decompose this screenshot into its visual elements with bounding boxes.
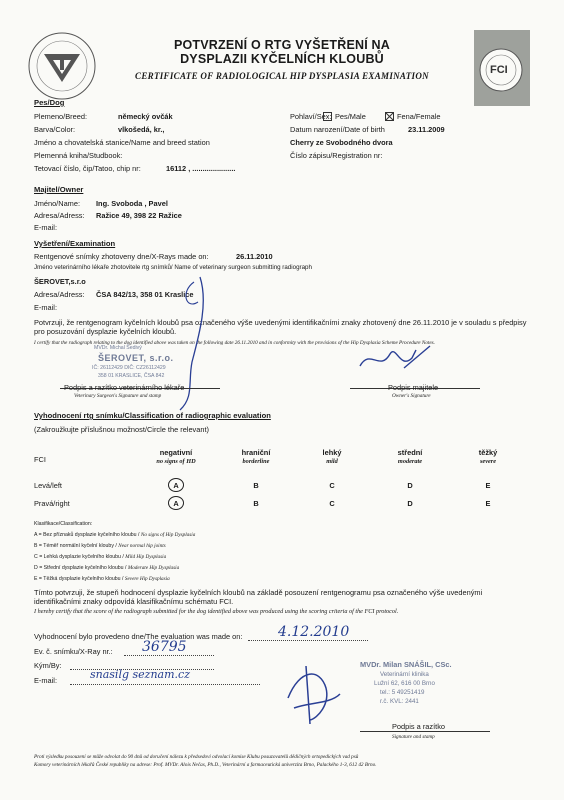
evaluator-signature-line	[360, 731, 490, 732]
owner-address-label: Adresa/Adress:	[34, 211, 85, 220]
dog-name-label: Jméno a chovatelská stanice/Name and breed station	[34, 138, 210, 147]
col-negative-cz: negativní	[159, 448, 193, 457]
exam-certification-en: I certify that the radiograph relating to the dog identified above was taken on the following date 26.11.2010 and in conformity with the provisions of the Hip Dysplasia Scheme Procedure Notes.	[34, 340, 435, 346]
xray-date-label: Rentgenové snímky zhotoveny dne/X-Rays made on:	[34, 252, 209, 261]
fci-logo	[474, 30, 530, 106]
col-moderate-en: moderate	[397, 458, 423, 465]
legend-item-en: Moderate Hip Dysplasia	[127, 565, 180, 571]
title-line-2: DYSPLAZII KYČELNÍCH KLOUBŮ	[180, 52, 384, 66]
owner-sign-label-en: Owner's Signature	[392, 393, 431, 399]
evaluator-stamp-phone: tel.: 5 49251419	[380, 689, 425, 696]
evaluator-stamp-clinic: Veterinární klinika	[380, 671, 429, 678]
legend-item	[34, 565, 179, 572]
evaluation-section-text: Vyhodnocení rtg snímku/Classification of radiographic evaluation	[34, 411, 271, 420]
evaluation-email-value: snasilg seznam.cz	[90, 668, 190, 681]
evaluator-stamp	[360, 660, 490, 716]
exam-certification-cz: Potvrzuji, že rentgenogram kyčelních kloubů psa označeného výše uvedenými identifikačními znaky zhotovený dne 26.11.2010 je v souladu s předpisy pro posuzování dysplazie kyčelních kloubů.	[34, 318, 527, 336]
evaluator-sign-label: Podpis a razítko	[392, 722, 445, 731]
footer-line-2: Komory veterinárních lékařů České republiky na adrese: Prof. MVDr. Alois Nečas, Ph.D., Veterinární a farmaceutická univerzita Brno, Palackého 1-3, 612 42 Brno.	[34, 762, 377, 768]
left-grade-c: C	[329, 481, 335, 490]
owner-signature	[350, 340, 450, 380]
club-logo	[22, 30, 102, 102]
legend-item-cz: B = Téměř normální kyčelní klouby /	[34, 543, 117, 549]
vet-stamp-line-4: 358 01 KRASLICE, ČSA 842	[98, 373, 165, 379]
legend-item-cz: E = Těžká dysplazie kyčelního kloubu /	[34, 576, 124, 582]
title-line-1: POTVRZENÍ O RTG VYŠETŘENÍ NA	[173, 38, 391, 52]
col-negative-en: no signs of HD	[156, 458, 196, 465]
right-grade-d: D	[407, 499, 413, 508]
vet-address-value: ČSA 842/13, 358 01 Kraslice	[96, 290, 194, 299]
color-label: Barva/Color:	[34, 125, 76, 134]
regno-label: Číslo zápisu/Registration nr:	[290, 151, 383, 160]
vet-address-label: Adresa/Adress:	[34, 290, 85, 299]
col-mild-en: mild	[326, 458, 338, 465]
vet-sign-label-en: Veterinary Surgeon's Signature and stamp	[74, 393, 162, 399]
col-severe-en: severe	[479, 458, 497, 465]
row-left-label: Levá/left	[34, 481, 62, 490]
breed-value: německý ovčák	[118, 112, 173, 121]
vet-name-label: Jméno veterinárního lékaře zhotovitele rtg snímků/ Name of veterinary surgeon submitting radiograph	[34, 264, 312, 271]
subtitle: CERTIFICATE OF RADIOLOGICAL HIP DYSPLASIA EXAMINATION	[135, 71, 429, 81]
evaluation-instruction: (Zakroužkujte příslušnou možnost/Circle the relevant)	[34, 425, 209, 434]
vet-stamp-line-3: IČ: 26112429 DIČ: CZ26112429	[92, 365, 166, 371]
col-borderline-en: borderline	[242, 458, 270, 465]
legend-item	[34, 543, 166, 550]
evaluation-email-label: E-mail:	[34, 676, 57, 685]
owner-sign-label: Podpis majitele	[388, 383, 439, 392]
legend-item	[34, 532, 195, 539]
sex-label: Pohlaví/Sex:	[290, 112, 332, 121]
exam-section-title: Vyšetření/Examination	[34, 239, 116, 248]
evaluator-stamp-ic: r.č. KVL: 2441	[380, 698, 419, 705]
evaluation-date-label: Vyhodnocení bylo provedeno dne/The evaluation was made on:	[34, 632, 243, 641]
owner-address-value: Ražice 49, 398 22 Ražice	[96, 211, 182, 220]
footer-line-1: Proti výsledku posouzení se může odvolat do 90 dnů od doručení nálezu k předsedovi odvolací komise Klubu posuzovatelů dědičných ortopedických vad psů	[34, 754, 359, 760]
right-grade-a: A	[173, 499, 179, 508]
evaluator-signature	[280, 658, 350, 728]
female-checkbox	[385, 112, 394, 121]
evaluation-date-value: 4.12.2010	[278, 624, 350, 640]
studbook-label: Plemenná kniha/Studbook:	[34, 151, 123, 160]
owner-name-value: Ing. Svoboda , Pavel	[96, 199, 168, 208]
xray-nr-label: Ev. č. snímku/X-Ray nr.:	[34, 647, 113, 656]
legend-item	[34, 576, 170, 583]
evaluation-certification-cz: Tímto potvrzuji, že stupeň hodnocení dysplazie kyčelních kloubů na základě posouzení rentgenogramu psa označeného výše uvedenými identifikačními znaky odpovídá klasifikačnímu schématu FCI.	[34, 588, 483, 606]
dog-section-title: Pes/Dog	[34, 98, 65, 107]
tattoo-value: 16112 , .....................	[166, 164, 236, 173]
male-checkbox	[323, 112, 332, 121]
left-grade-a: A	[173, 481, 179, 490]
legend-title: Klasifikace/Classification:	[34, 521, 93, 527]
legend-item-cz: C = Lehká dysplazie kyčelního kloubu /	[34, 554, 124, 560]
vet-stamp-line-1: MVDr. Michal Šedivý	[94, 345, 142, 351]
xray-nr-value: 36795	[142, 639, 187, 655]
left-grade-e: E	[485, 481, 491, 490]
legend-item-en: Near normal hip joints	[118, 543, 166, 549]
left-grade-d: D	[407, 481, 413, 490]
col-severe-cz: těžký	[478, 448, 498, 457]
evaluator-stamp-address: Lužní 62, 616 00 Brno	[374, 680, 435, 687]
right-grade-e: E	[485, 499, 491, 508]
fci-logo-text: FCI	[490, 64, 508, 76]
dog-name-value: Cherry ze Svobodného dvora	[290, 138, 393, 147]
breed-label: Plemeno/Breed:	[34, 112, 87, 121]
owner-name-label: Jméno/Name:	[34, 199, 81, 208]
vet-name-value: ŠEROVET,s.r.o	[34, 277, 86, 286]
legend-item-en: Mild Hip Dysplasia	[125, 554, 167, 560]
col-moderate-cz: střední	[397, 448, 423, 457]
col-borderline-cz: hraniční	[241, 448, 271, 457]
dob-value: 23.11.2009	[408, 125, 445, 134]
left-grade-b: B	[253, 481, 259, 490]
evaluator-sign-label-en: Signature and stamp	[392, 734, 435, 740]
legend-item-cz: D = Střední dysplazie kyčelního kloubu /	[34, 565, 127, 571]
male-label: Pes/Male	[335, 112, 366, 121]
dob-label: Datum narození/Date of birth	[290, 125, 385, 134]
row-right-label: Pravá/right	[34, 499, 70, 508]
xray-nr-line	[124, 655, 214, 656]
legend-item-cz: A = Bez příznaků dysplazie kyčelního kloubu /	[34, 532, 140, 538]
vet-stamp-line-2: ŠEROVET, s.r.o.	[98, 353, 174, 363]
owner-section-title: Majitel/Owner	[34, 185, 84, 194]
evaluation-certification-en: I hereby certify that the score of the radiograph submitted for the dog identified above was produced using the scoring criteria of the FCI protocol.	[34, 608, 399, 615]
legend-item-en: No signs of Hip Dysplasia	[140, 532, 196, 538]
vet-email-label: E-mail:	[34, 303, 57, 312]
tattoo-label: Tetovací číslo, čip/Tatoo, chip nr:	[34, 164, 141, 173]
vet-sign-label: Podpis a razítko veterinárního lékaře	[64, 383, 185, 392]
right-grade-b: B	[253, 499, 259, 508]
legend-item	[34, 554, 166, 561]
evaluator-stamp-name: MVDr. Milan SNÁŠIL, CSc.	[360, 660, 452, 669]
legend-item-en: Severe Hip Dysplasia	[124, 576, 170, 582]
fci-label: FCI	[34, 455, 46, 464]
by-label: Kým/By:	[34, 661, 62, 670]
right-grade-c: C	[329, 499, 335, 508]
col-mild-cz: lehký	[322, 448, 342, 457]
female-label: Fena/Female	[397, 112, 441, 121]
owner-email-label: E-mail:	[34, 223, 57, 232]
evaluation-section-title	[34, 411, 271, 420]
evaluation-date-line	[248, 640, 368, 641]
evaluation-email-line	[70, 684, 260, 685]
color-value: vlkošedá, kr.,	[118, 125, 165, 134]
xray-date-value: 26.11.2010	[236, 252, 273, 261]
